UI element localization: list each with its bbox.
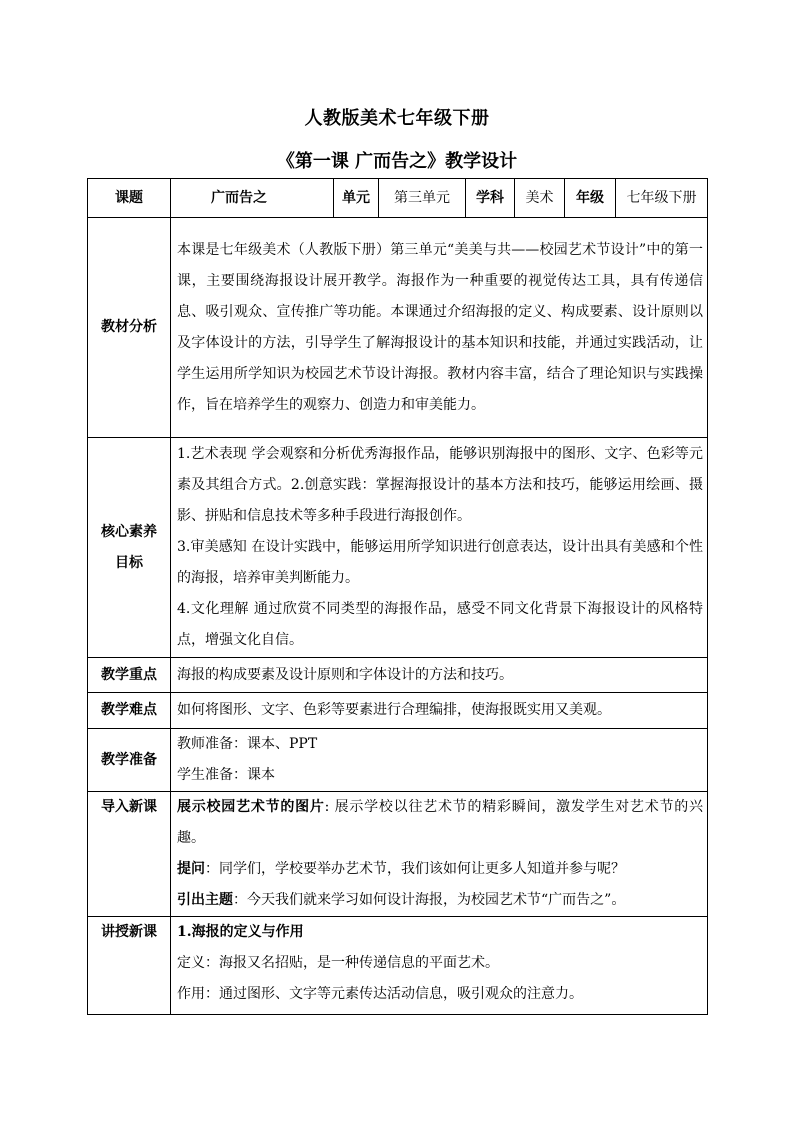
key-points-text: 海报的构成要素及设计原则和字体设计的方法和技巧。 xyxy=(171,658,708,693)
key-points-row xyxy=(88,658,708,693)
goals-label xyxy=(88,438,171,658)
subject-label: 学科 xyxy=(466,179,515,218)
student-preparation: 学生准备：课本 xyxy=(177,767,275,783)
intro-text-1: : 展示学校以往艺术节的精彩瞬间，激发学生对艺术节的兴趣。 xyxy=(177,799,704,846)
intro-paragraph-3 xyxy=(177,885,703,916)
difficulties-row xyxy=(88,693,708,729)
analysis-label: 教材分析 xyxy=(88,218,171,438)
document-subtitle: 《第一课 广而告之》教学设计 xyxy=(276,151,518,172)
goal-paragraph-1: 1.艺术表现 学会观察和分析优秀海报作品，能够识别海报中的图形、文字、色彩等元素及其组合方式。2.创意实践：掌握海报设计的基本方法和技巧，能够运用绘画、摄影、拼贴和信息技术等多种手段进行海报创作。 xyxy=(177,446,703,524)
lesson-row xyxy=(88,917,708,1015)
lesson-heading: 1.海报的定义与作用 xyxy=(177,924,304,940)
preparation-row xyxy=(88,729,708,792)
document-title: 人教版美术七年级下册 xyxy=(304,108,490,129)
goals-row xyxy=(88,438,708,658)
intro-row xyxy=(88,792,708,917)
goals-text xyxy=(171,438,708,658)
subject-value: 美术 xyxy=(515,179,565,218)
intro-bold-2: 提问 xyxy=(177,861,205,877)
intro-label: 导入新课 xyxy=(88,792,171,917)
grade-label: 年级 xyxy=(565,179,616,218)
intro-text-2: ：同学们，学校要举办艺术节，我们该如何让更多人知道并参与呢？ xyxy=(205,861,625,877)
unit-value: 第三单元 xyxy=(379,179,466,218)
lesson-text xyxy=(171,917,708,1015)
intro-paragraph-1 xyxy=(177,792,703,854)
difficulties-text: 如何将图形、文字、色彩等要素进行合理编排，使海报既实用又美观。 xyxy=(171,693,708,729)
intro-bold-1: 展示校园艺术节的图片 xyxy=(177,799,325,815)
analysis-row xyxy=(88,218,708,438)
intro-bold-3: 引出主题 xyxy=(177,892,233,908)
intro-text xyxy=(171,792,708,917)
analysis-text: 本课是七年级美术（人教版下册）第三单元“美美与共——校园艺术节设计”中的第一课，主要围绕海报设计展开教学。海报作为一种重要的视觉传达工具，具有传递信息、吸引观众、宣传推广等功能。本课通过介绍海报的定义、构成要素、设计原则以及字体设计的方法，引导学生了解海报设计的基本知识和技能，并通过实践活动，让学生运用所学知识为校园艺术节设计海报。教材内容丰富，结合了理论知识与实践操作，旨在培养学生的观察力、创造力和审美能力。 xyxy=(171,218,708,438)
topic-label: 课题 xyxy=(88,179,171,218)
lesson-plan-table xyxy=(87,178,708,1015)
teacher-preparation: 教师准备：课本、PPT xyxy=(177,736,318,752)
goals-label-line1: 核心素养 xyxy=(101,523,157,540)
lesson-function: 作用：通过图形、文字等元素传达活动信息，吸引观众的注意力。 xyxy=(177,986,583,1002)
preparation-label: 教学准备 xyxy=(88,729,171,792)
lesson-definition: 定义：海报又名招贴，是一种传递信息的平面艺术。 xyxy=(177,955,499,971)
intro-text-3: ：今天我们就来学习如何设计海报，为校园艺术节“广而告之”。 xyxy=(233,892,626,908)
lesson-label: 讲授新课 xyxy=(88,917,171,1015)
difficulties-label: 教学难点 xyxy=(88,693,171,729)
header-row xyxy=(88,179,708,218)
intro-paragraph-2 xyxy=(177,854,703,885)
preparation-text xyxy=(171,729,708,792)
grade-value: 七年级下册 xyxy=(616,179,708,218)
goal-paragraph-2: 3.审美感知 在设计实践中，能够运用所学知识进行创意表达，设计出具有美感和个性的海报，培养审美判断能力。 xyxy=(177,539,703,586)
key-points-label: 教学重点 xyxy=(88,658,171,693)
goal-paragraph-3: 4.文化理解 通过欣赏不同类型的海报作品，感受不同文化背景下海报设计的风格特点，增强文化自信。 xyxy=(177,601,703,648)
unit-label: 单元 xyxy=(334,179,379,218)
goals-label-line2: 目标 xyxy=(115,554,143,571)
topic-value: 广而告之 xyxy=(171,179,334,218)
